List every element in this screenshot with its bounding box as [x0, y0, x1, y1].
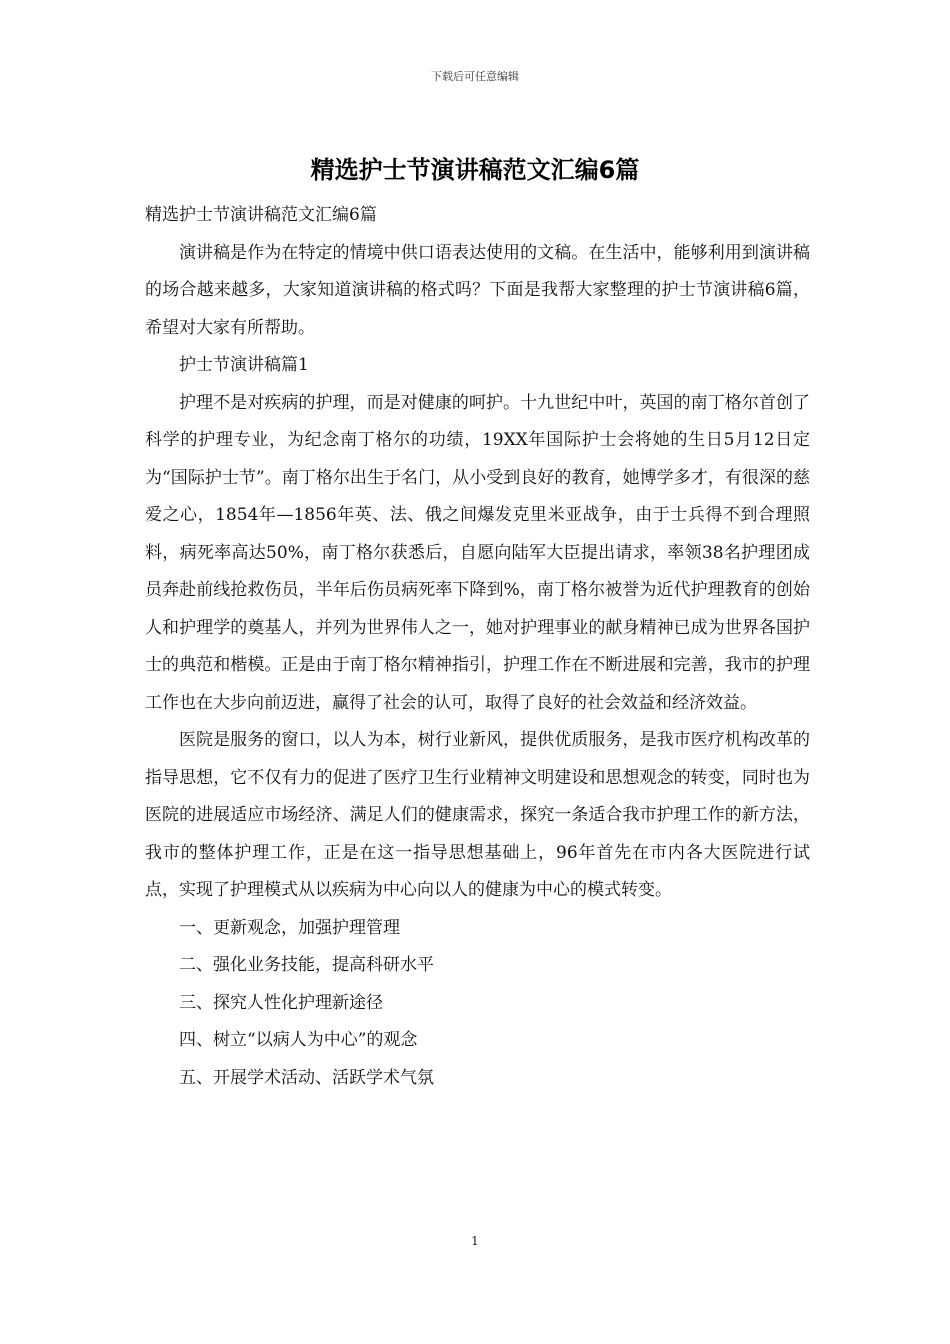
- body-paragraph: 医院是服务的窗口，以人为本，树行业新风，提供优质服务，是我市医疗机构改革的指导思想，它不仅有力的促进了医疗卫生行业精神文明建设和思想观念的转变，同时也为医院的进展适应市场经济、满足人们的健康需求，探究一条适合我市护理工作的新方法，我市的整体护理工作，正是在这一指导思想基础上，96年首先在市内各大医院进行试点，实现了护理模式从以疾病为中心向以人的健康为中心的模式转变。: [145, 730, 810, 900]
- list-item: 二、强化业务技能，提高科研水平: [179, 955, 434, 975]
- list-item: 一、更新观念，加强护理管理: [179, 917, 400, 938]
- subtitle-paragraph: 精选护士节演讲稿范文汇编6篇: [145, 205, 377, 225]
- document-title: 精选护士节演讲稿范文汇编6篇: [310, 156, 640, 184]
- body-paragraph: 护理不是对疾病的护理，而是对健康的呵护。十九世纪中叶，英国的南丁格尔首创了科学的护理专业，为纪念南丁格尔的功绩，19XX年国际护士会将她的生日5月12日定为“国际护士节”。南丁格尔出生于名门，从小受到良好的教育，她博学多才，有很深的慈爱之心，1854年—1856年英、法、俄之间爆发克里米亚战争，由于士兵得不到合理照料，病死率高达50%，南丁格尔获悉后，自愿向陆军大臣提出请求，率领38名护理团成员奔赴前线抢救伤员，半年后伤员病死率下降到%，南丁格尔被誉为近代护理教育的创始人和护理学的奠基人，并列为世界伟人之一，她对护理事业的献身精神已成为世界各国护士的典范和楷模。正是由于南丁格尔精神指引，护理工作在不断进展和完善，我市的护理工作也在大步向前迈进，赢得了社会的认可，取得了良好的社会效益和经济效益。: [145, 392, 810, 713]
- list-item: 三、探究人性化护理新途径: [179, 992, 383, 1013]
- list-item: 四、树立“以病人为中心”的观念: [179, 1030, 418, 1050]
- intro-paragraph: 演讲稿是作为在特定的情境中供口语表达使用的文稿。在生活中，能够利用到演讲稿的场合越来越多，大家知道演讲稿的格式吗？下面是我帮大家整理的护士节演讲稿6篇，希望对大家有所帮助。: [145, 242, 810, 338]
- page-number: 1: [471, 1234, 479, 1248]
- list-item: 五、开展学术活动、活跃学术气氛: [179, 1067, 434, 1088]
- document-body: [145, 197, 810, 1097]
- page-header: 下载后可任意编辑: [431, 70, 519, 83]
- section-heading: 护士节演讲稿篇1: [179, 355, 309, 375]
